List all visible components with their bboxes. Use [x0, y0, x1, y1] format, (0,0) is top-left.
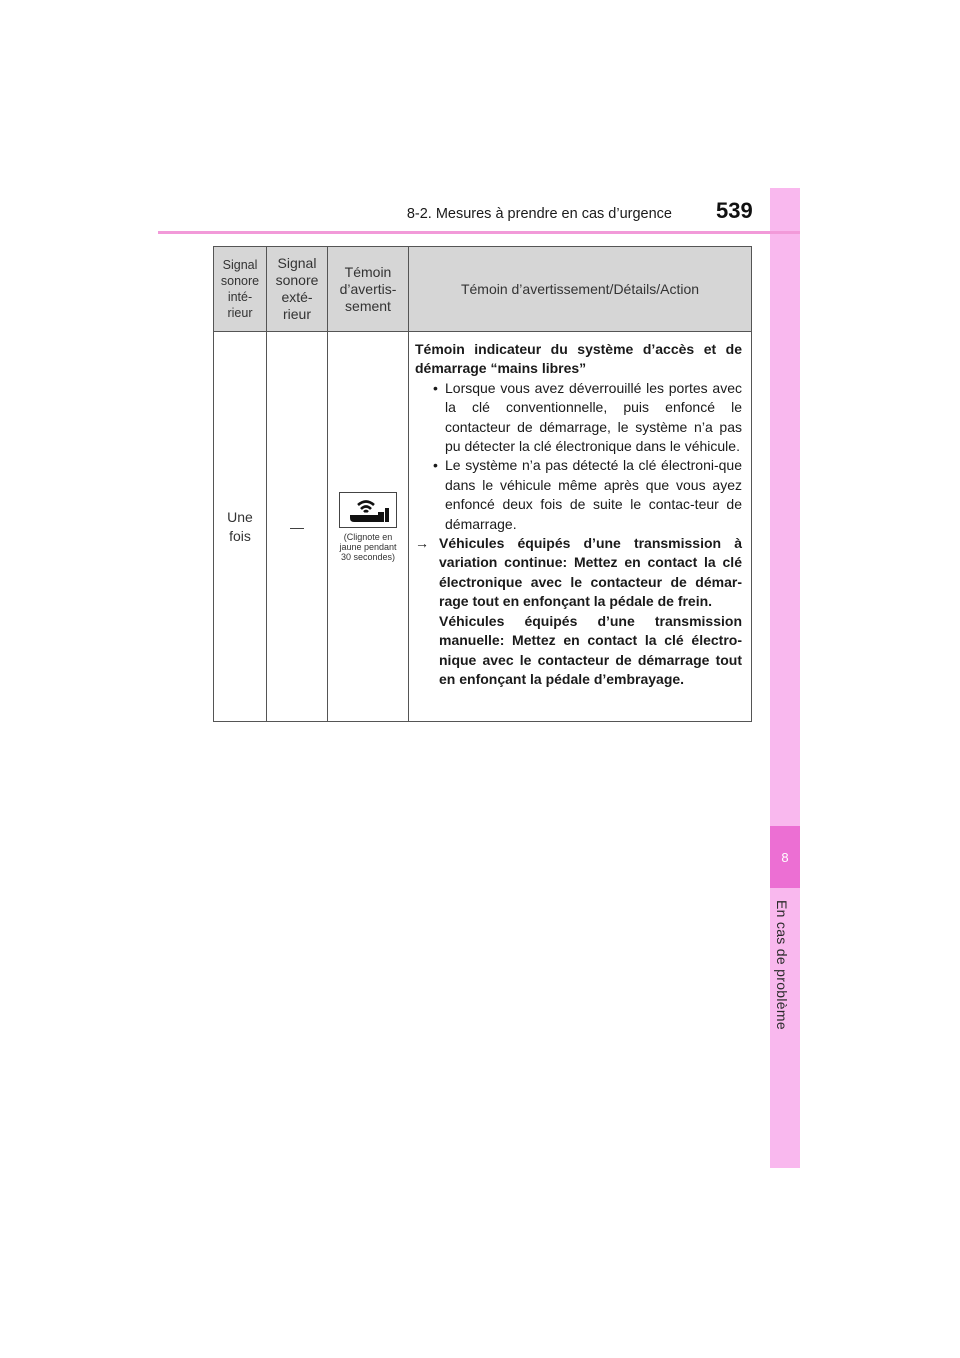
table-header-row [214, 247, 752, 332]
smart-key-system-warning-icon [339, 492, 397, 528]
action-cvt: Véhicules équipés d’une transmission à variation continue: Mettez en contact la clé électronique avec le contacteur de démar-rage tout en enfonçant la pédale de frein. [439, 535, 742, 610]
list-item: • Le système n’a pas détecté la clé électroni-que dans le véhicule même après que vous ayez enfoncé deux fois de suite le contac-teur de démarrage. [433, 457, 742, 532]
bullet-list [415, 379, 742, 534]
icon-flash-note: (Clignote en jaune pendant 30 secondes) [339, 531, 397, 562]
arrow-icon: → [415, 535, 429, 552]
chapter-number-badge [770, 826, 800, 888]
warning-title: Témoin indicateur du système d’accès et de démarrage “mains libres” [415, 341, 742, 377]
list-item: • Lorsque vous avez déverrouillé les portes avec la clé conventionnelle, puis enfoncé le contacteur de démarrage, le système n’a pas pu détecter la clé électronique dans le véhicule. [433, 379, 742, 455]
cell-exterior-buzzer: — [267, 332, 328, 722]
header-details: Témoin d’avertissement/Détails/Action [409, 247, 752, 332]
action-instructions [415, 534, 742, 689]
action-manual: Véhicules équipés d’une transmission manuelle: Mettez en contact la clé électro-nique avec le contacteur de démarrage tout en enfonçant la pédale d’embrayage. [439, 612, 742, 687]
page-number: 539 [716, 198, 753, 223]
header-interior-buzzer: Signal sonore inté- rieur [214, 247, 267, 332]
header-warning-light: Témoin d’avertis- sement [328, 247, 409, 332]
cell-warning-light [328, 332, 409, 722]
cell-details [409, 332, 752, 722]
header-exterior-buzzer: Signal sonore exté- rieur [267, 247, 328, 332]
table-row [214, 332, 752, 722]
chapter-number: 8 [781, 849, 789, 865]
chapter-title: En cas de problème [774, 900, 790, 1030]
warning-table [213, 246, 752, 722]
section-heading: 8-2. Mesures à prendre en cas d’urgence [406, 206, 672, 222]
cell-interior-buzzer: Une fois [214, 332, 267, 722]
header-divider [158, 231, 800, 234]
chapter-side-tab [770, 188, 800, 1168]
